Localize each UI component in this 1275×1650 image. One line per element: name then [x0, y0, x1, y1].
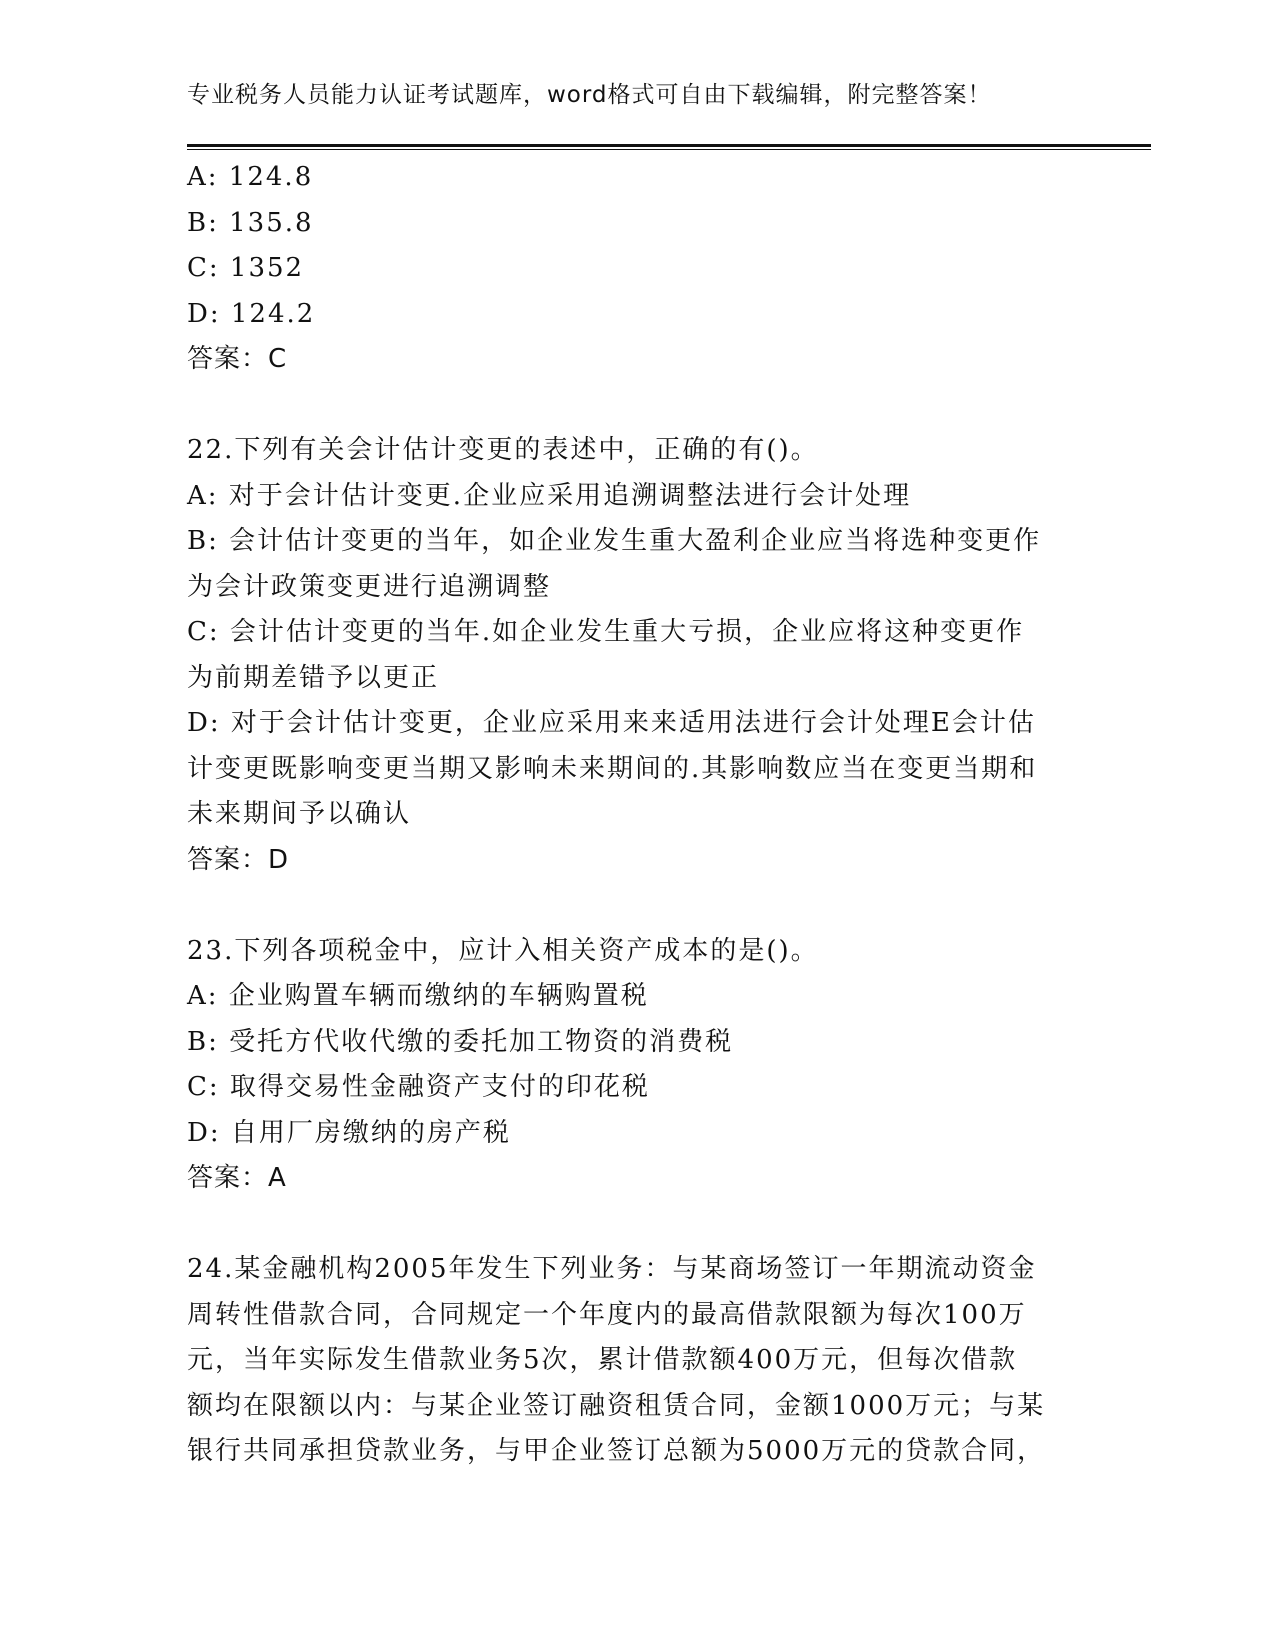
- q23-stem: 23.下列各项税金中，应计入相关资产成本的是()。: [187, 935, 819, 966]
- header-divider-thin: [187, 149, 1151, 150]
- spacer: [187, 1202, 1087, 1248]
- q21-option-d: D: 124.2: [187, 298, 316, 329]
- q22-option-line: B: 会计估计变更的当年，如企业发生重大盈利企业应当将选种变更作: [187, 526, 1042, 556]
- q21-answer: 答案：C: [187, 344, 288, 374]
- q22-answer: 答案：D: [187, 844, 290, 875]
- q21-option-c: C: 1352: [187, 253, 305, 283]
- q23-option-d: D: 自用厂房缴纳的房产税: [187, 1117, 511, 1148]
- q22-option-line: 为会计政策变更进行追溯调整: [187, 571, 552, 602]
- q23-option-b: B: 受托方代收代缴的委托加工物资的消费税: [187, 1026, 734, 1057]
- q24-stem-line: 24.某金融机构2005年发生下列业务：与某商场签订一年期流动资金: [187, 1254, 1037, 1284]
- header-divider: [187, 144, 1151, 147]
- q22-option-line: D: 对于会计估计变更，企业应采用来来适用法进行会计处理E会计估: [187, 708, 1036, 738]
- q22-option-line: C: 会计估计变更的当年.如企业发生重大亏损，企业应将这种变更作: [187, 617, 1025, 647]
- question-content: [187, 155, 1087, 1475]
- q21-option-a: A: 124.8: [187, 162, 314, 192]
- q24-stem-line: 银行共同承担贷款业务，与甲企业签订总额为5000万元的贷款合同，: [187, 1436, 1046, 1466]
- q23-option-a: A: 企业购置车辆而缴纳的车辆购置税: [187, 981, 649, 1011]
- spacer: [187, 383, 1087, 429]
- q21-option-b: B: 135.8: [187, 207, 314, 238]
- q23-option-c: C: 取得交易性金融资产支付的印花税: [187, 1072, 650, 1102]
- q22-option-line: A: 对于会计估计变更.企业应采用追溯调整法进行会计处理: [187, 480, 912, 511]
- page-header: 专业税务人员能力认证考试题库，word格式可自由下载编辑，附完整答案！: [187, 82, 992, 108]
- q24-stem-line: 元，当年实际发生借款业务5次，累计借款额400万元，但每次借款: [187, 1345, 1018, 1375]
- q22-option-line: 为前期差错予以更正: [187, 662, 440, 693]
- q24-stem-line: 周转性借款合同，合同规定一个年度内的最高借款限额为每次100万: [187, 1299, 1027, 1330]
- q22-option-line: 计变更既影响变更当期又影响未来期间的.其影响数应当在变更当期和: [187, 753, 1038, 784]
- q22-stem: 22.下列有关会计估计变更的表述中，正确的有()。: [187, 435, 819, 465]
- q23-answer: 答案：A: [187, 1163, 287, 1193]
- q24-stem-line: 额均在限额以内：与某企业签订融资租赁合同，金额1000万元；与某: [187, 1390, 1046, 1421]
- spacer: [187, 883, 1087, 929]
- q22-option-line: 未来期间予以确认: [187, 799, 412, 829]
